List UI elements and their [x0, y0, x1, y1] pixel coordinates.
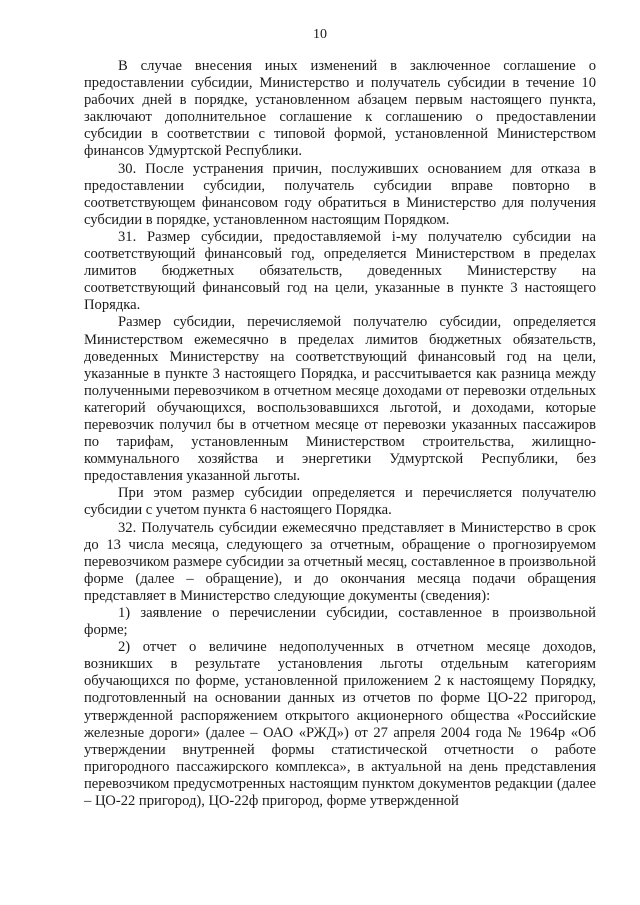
paragraph-subsidy-calculation: Размер субсидии, перечисляемой получателю субсидии, определяется Министерством ежемесячно в пределах лимитов бюджетных обязательств, доведенных Министерству на соответствующий финансовый год на цели, указанные в пункте 3 настоящего Порядка, и рассчитывается как разница между полученными перевозчиком в отчетном месяце доходами от перевозки отдельных категорий обучающихся, воспользовавшихся льготой, и доходами, которые перевозчик получил бы в отчетном месяце от перевозки указанных пассажиров по тарифам, установленным Министерством строительства, жилищно-коммунального хозяйства и энергетики Удмуртской Республики, без предоставления указанной льготы.	[84, 314, 596, 485]
paragraph-additional-agreement: В случае внесения иных изменений в заключенное соглашение о предоставлении субсидии, Министерство и получатель субсидии в течение 10 рабочих дней в порядке, установленном абзацем первым настоящего пункта, заключают дополнительное соглашение к соглашению о предоставлении субсидии в соответствии с типовой формой, установленной Министерством финансов Удмуртской Республики.	[84, 58, 596, 160]
paragraph-item-30: 30. После устранения причин, послуживших основанием для отказа в предоставлении субсидии, получатель субсидии вправе повторно в соответствующем финансовом году обратиться в Министерство для получения субсидии в порядке, установленном настоящим Порядком.	[84, 160, 596, 228]
paragraph-subsidy-transfer: При этом размер субсидии определяется и перечисляется получателю субсидии с учетом пункта 6 настоящего Порядка.	[84, 485, 596, 519]
document-body	[84, 58, 596, 810]
paragraph-item-31: 31. Размер субсидии, предоставляемой i-му получателю субсидии на соответствующий финансовый год, определяется Министерством в пределах лимитов бюджетных обязательств, доведенных Министерству на соответствующий финансовый год на цели, указанные в пункте 3 настоящего Порядка.	[84, 228, 596, 314]
list-item-2: 2) отчет о величине недополученных в отчетном месяце доходов, возникших в результате установления льготы отдельным категориям обучающихся по форме, установленной приложением 2 к настоящему Порядку, подготовленный на основании данных из отчетов по форме ЦО-22 пригород, утвержденной распоряжением открытого акционерного общества «Российские железные дороги» (далее – ОАО «РЖД») от 27 апреля 2004 года № 1964р «Об утверждении внутренней формы статистической отчетности о работе пригородного пассажирского комплекса», в актуальной на день представления перевозчиком предусмотренных настоящим пунктом документов редакции (далее – ЦО-22 пригород), ЦО-22ф пригород, форме утвержденной	[84, 639, 596, 810]
paragraph-item-32: 32. Получатель субсидии ежемесячно представляет в Министерство в срок до 13 числа месяца, следующего за отчетным, обращение о прогнозируемом перевозчиком размере субсидии за отчетный месяц, составленное в произвольной форме (далее – обращение), и до окончания месяца подачи обращения представляет в Министерство следующие документы (сведения):	[84, 519, 596, 604]
list-item-1: 1) заявление о перечислении субсидии, составленное в произвольной форме;	[84, 605, 596, 639]
page-number: 10	[313, 27, 327, 42]
